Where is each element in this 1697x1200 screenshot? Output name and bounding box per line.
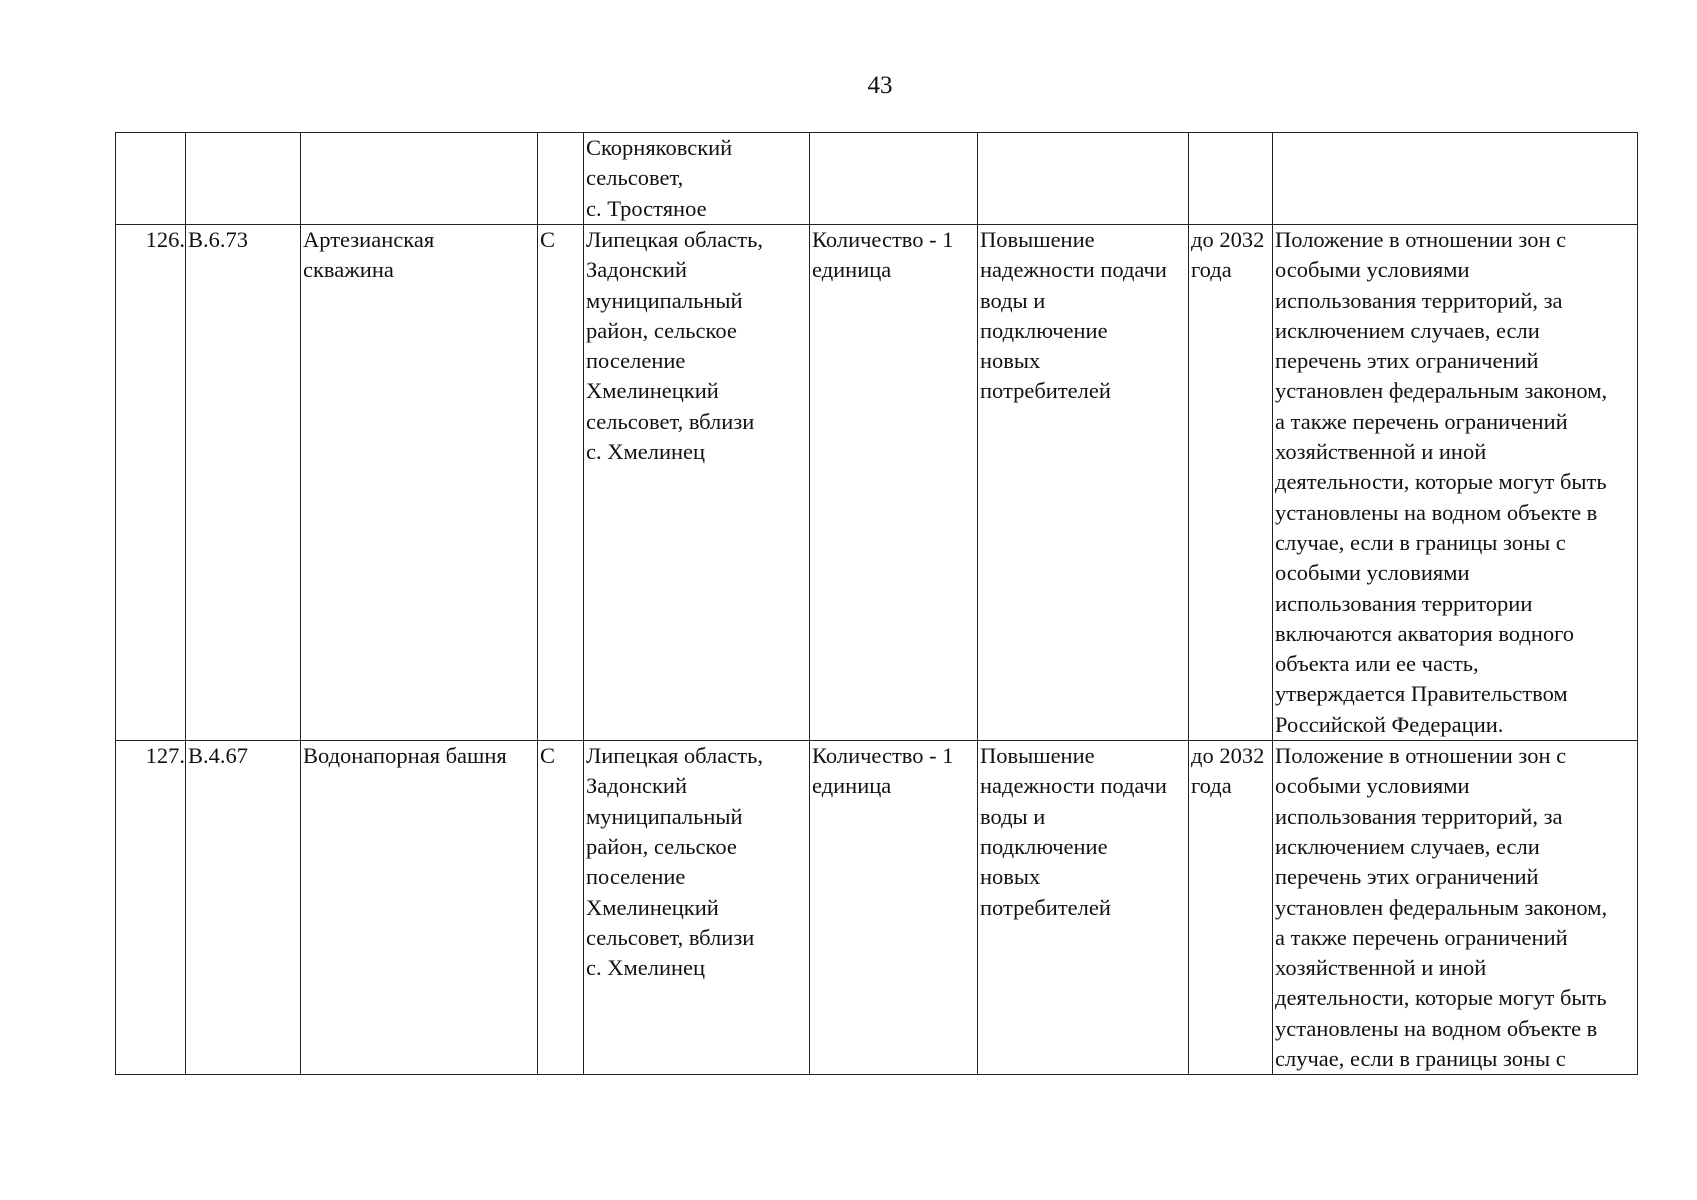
code-cell [186,133,301,225]
object-name-cell [301,133,538,225]
row-number-cell: 127. [116,741,186,1075]
term-cell: до 2032 года [1189,741,1273,1075]
zone-cell: Положение в отношении зон с особыми условиями использования территорий, за исключением случаев, если перечень этих ограничений установлен федеральным законом, а также перечень ограничений хозяйственной и иной деятельности, которые могут быть установлены на водном объекте в случае, если в границы зоны с [1273,741,1638,1075]
location-cell: Скорняковский сельсовет, с. Тростяное [584,133,810,225]
characteristics-cell: Количество - 1 единица [810,225,978,741]
category-cell: С [538,225,584,741]
characteristics-cell: Количество - 1 единица [810,741,978,1075]
row-number-cell: 126. [116,225,186,741]
objects-table [115,132,1638,1075]
term-cell [1189,133,1273,225]
row-number-cell [116,133,186,225]
table-row [116,741,1638,1075]
zone-cell: Положение в отношении зон с особыми условиями использования территорий, за исключением случаев, если перечень этих ограничений установлен федеральным законом, а также перечень ограничений хозяйственной и иной деятельности, которые могут быть установлены на водном объекте в случае, если в границы зоны с особыми условиями использования территории включаются акватория водного объекта или ее часть, утверждается Правительством Российской Федерации. [1273,225,1638,741]
object-name-cell: Водонапорная башня [301,741,538,1075]
zone-cell [1273,133,1638,225]
purpose-cell: Повышение надежности подачи воды и подключение новых потребителей [978,225,1189,741]
category-cell: С [538,741,584,1075]
location-cell: Липецкая область, Задонский муниципальный район, сельское поселение Хмелинецкий сельсовет, вблизи с. Хмелинец [584,225,810,741]
purpose-cell: Повышение надежности подачи воды и подключение новых потребителей [978,741,1189,1075]
table-row [116,133,1638,225]
table-row [116,225,1638,741]
category-cell [538,133,584,225]
code-cell: В.4.67 [186,741,301,1075]
page-number: 43 [867,72,893,99]
object-name-cell: Артезианская скважина [301,225,538,741]
code-cell: В.6.73 [186,225,301,741]
location-cell: Липецкая область, Задонский муниципальный район, сельское поселение Хмелинецкий сельсовет, вблизи с. Хмелинец [584,741,810,1075]
term-cell: до 2032 года [1189,225,1273,741]
characteristics-cell [810,133,978,225]
purpose-cell [978,133,1189,225]
